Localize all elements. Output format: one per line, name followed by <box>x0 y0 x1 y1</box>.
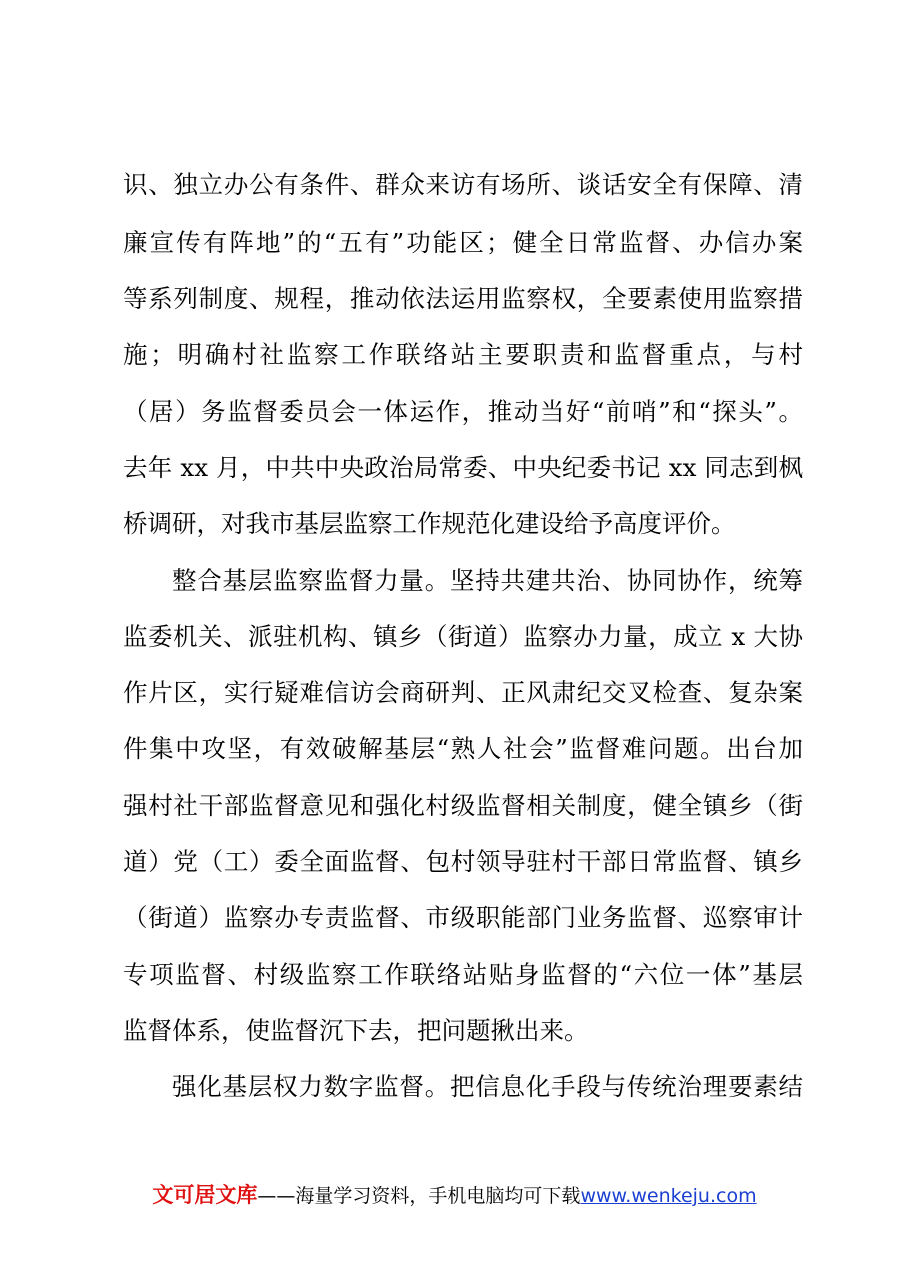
footer-website-link[interactable]: www.wenkeju.com <box>580 1185 757 1207</box>
footer-banner <box>0 1180 909 1211</box>
body-line-15: 专项监督、村级监察工作联络站贴身监督的“六位一体”基层 <box>123 960 803 989</box>
body-line-4: 施；明确村社监察工作联络站主要职责和监督重点，与村 <box>123 340 803 369</box>
body-line-3: 等系列制度、规程，推动依法运用监察权，全要素使用监察措 <box>123 284 803 313</box>
footer-brand: 文可居文库 <box>152 1183 258 1207</box>
paragraph-heading-integrate: 整合基层监察监督力量。坚持共建共治、协同协作，统筹 <box>172 566 803 595</box>
body-line-1: 识、独立办公有条件、群众来访有场所、谈话安全有保障、清 <box>123 170 803 199</box>
body-line-14: （街道）监察办专责监督、市级职能部门业务监督、巡察审计 <box>123 903 803 932</box>
body-line-9: 监委机关、派驻机构、镇乡（街道）监察办力量，成立 x 大协 <box>123 622 803 651</box>
body-line-11: 件集中攻坚，有效破解基层“熟人社会”监督难问题。出台加 <box>123 734 803 763</box>
footer-tagline: ——海量学习资料，手机电脑均可下载 <box>257 1185 581 1207</box>
body-line-13: 道）党（工）委全面监督、包村领导驻村干部日常监督、镇乡 <box>123 847 803 876</box>
body-line-16: 监督体系，使监督沉下去，把问题揪出来。 <box>123 1016 589 1045</box>
body-line-6: 去年 xx 月，中共中央政治局常委、中央纪委书记 xx 同志到枫 <box>123 453 803 482</box>
body-line-12: 强村社干部监督意见和强化村级监督相关制度，健全镇乡（街 <box>123 791 803 820</box>
body-line-5: （居）务监督委员会一体运作，推动当好“前哨”和“探头”。 <box>123 397 803 426</box>
body-line-2: 廉宣传有阵地”的“五有”功能区；健全日常监督、办信办案 <box>123 228 803 257</box>
body-line-7: 桥调研，对我市基层监察工作规范化建设给予高度评价。 <box>123 509 736 538</box>
paragraph-heading-digital: 强化基层权力数字监督。把信息化手段与传统治理要素结 <box>172 1072 803 1101</box>
body-line-10: 作片区，实行疑难信访会商研判、正风肃纪交叉检查、复杂案 <box>123 678 803 707</box>
